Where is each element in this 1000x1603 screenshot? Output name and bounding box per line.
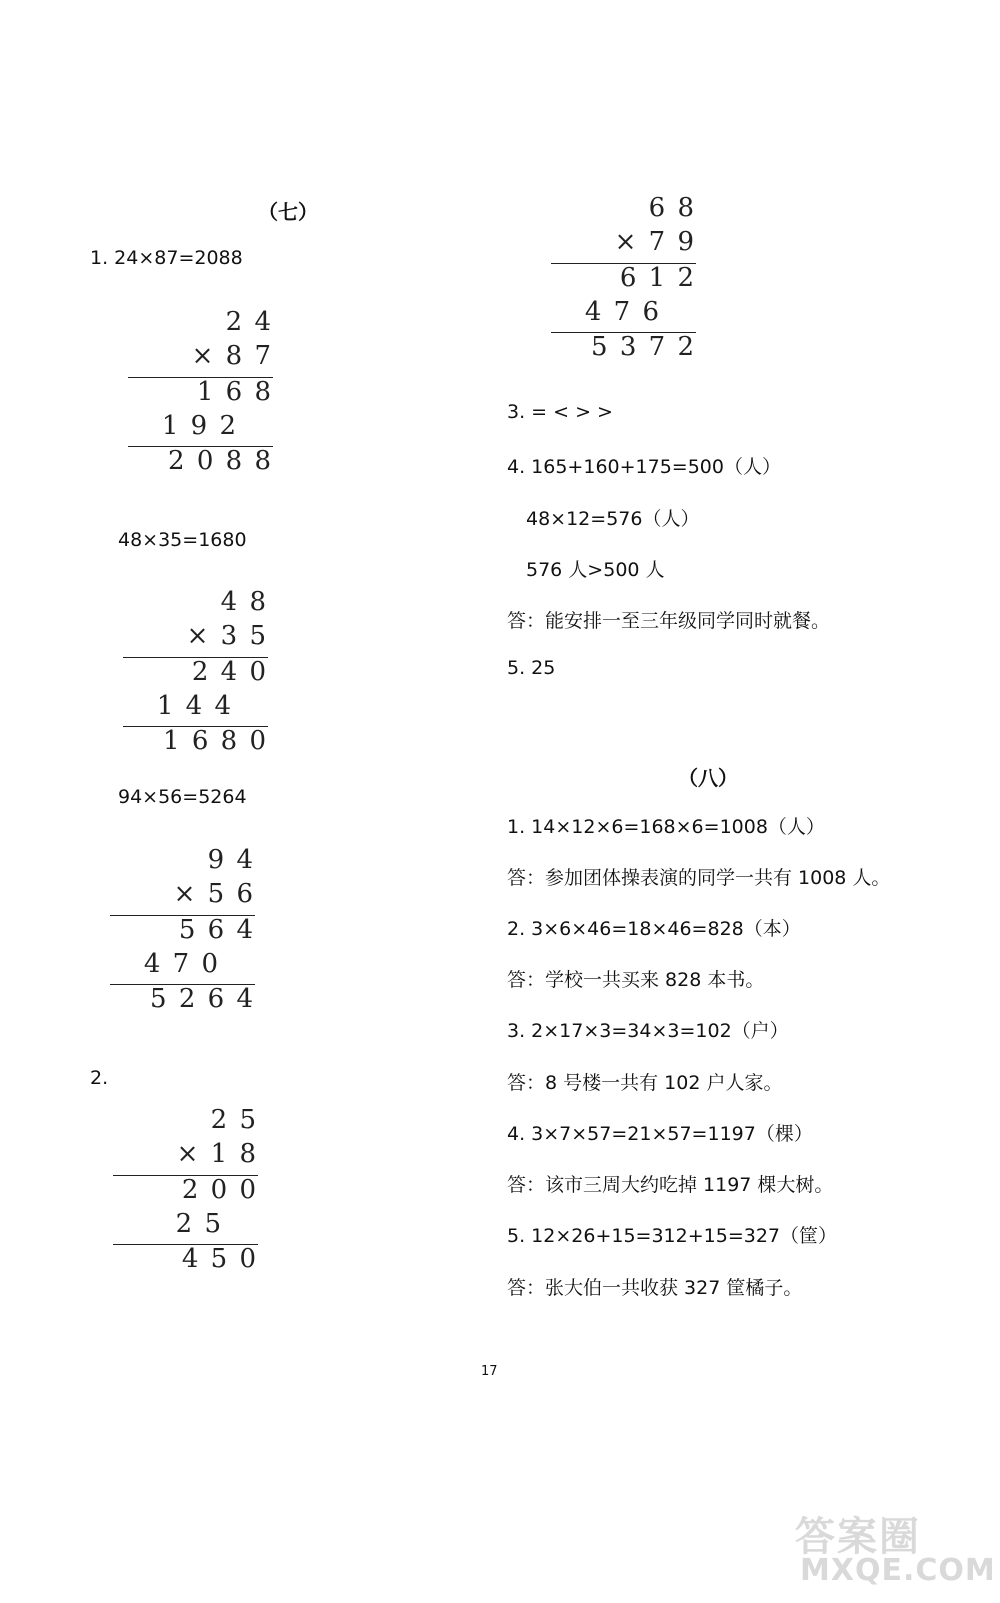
vertical-multiplication-94x56	[110, 843, 255, 1023]
eight-q1-answer: 答：参加团体操表演的同学一共有 1008 人。	[507, 867, 891, 889]
product: 4 5 0	[181, 1244, 258, 1274]
multiplier: × 1 8	[176, 1139, 258, 1169]
question-4-line-3: 576 人>500 人	[526, 559, 665, 581]
section-heading-seven: （七）	[258, 200, 318, 224]
multiplier: × 3 5	[186, 621, 268, 651]
eight-q5-line: 5. 12×26+15=312+15=327（筐）	[507, 1225, 838, 1247]
product: 5 3 7 2	[591, 332, 696, 362]
partial-product-1: 5 6 4	[178, 915, 255, 945]
eight-q4-answer: 答：该市三周大约吃掉 1197 棵大树。	[507, 1174, 834, 1196]
vertical-multiplication-24x87	[128, 305, 273, 485]
multiplicand: 6 8	[648, 193, 696, 223]
partial-product-1: 2 0 0	[181, 1175, 258, 1205]
question-4-line-2: 48×12=576（人）	[526, 508, 700, 530]
question-3-answer: 3. = < > >	[507, 401, 613, 423]
watermark-logo-text: 答案圈	[795, 1514, 921, 1560]
page-number: 17	[481, 1364, 498, 1379]
product: 1 6 8 0	[163, 726, 268, 756]
vertical-multiplication-25x18	[113, 1103, 258, 1283]
question-4-answer: 答：能安排一至三年级同学同时就餐。	[507, 610, 831, 632]
question-2-label: 2.	[90, 1067, 109, 1089]
eight-q2-line: 2. 3×6×46=18×46=828（本）	[507, 918, 801, 940]
question-5-answer: 5. 25	[507, 657, 556, 679]
multiplicand: 9 4	[207, 845, 255, 875]
multiplier: × 7 9	[614, 227, 696, 257]
eight-q1-line: 1. 14×12×6=168×6=1008（人）	[507, 816, 825, 838]
partial-product-2: 1 9 2	[161, 411, 238, 441]
question-1b-label: 48×35=1680	[118, 529, 247, 551]
watermark-url: MXQE.COM	[800, 1553, 996, 1588]
eight-q3-answer: 答：8 号楼一共有 102 户人家。	[507, 1072, 783, 1094]
question-1c-label: 94×56=5264	[118, 786, 247, 808]
eight-q4-line: 4. 3×7×57=21×57=1197（棵）	[507, 1123, 813, 1145]
partial-product-2: 4 7 0	[143, 949, 220, 979]
partial-product-1: 2 4 0	[191, 657, 268, 687]
eight-q5-answer: 答：张大伯一共收获 327 筐橘子。	[507, 1277, 803, 1299]
multiplier: × 8 7	[191, 341, 273, 371]
multiplicand: 2 5	[210, 1105, 258, 1135]
section-heading-eight: （八）	[678, 766, 738, 790]
multiplier: × 5 6	[173, 879, 255, 909]
partial-product-2: 2 5	[175, 1209, 223, 1239]
product: 2 0 8 8	[168, 446, 273, 476]
partial-product-2: 1 4 4	[156, 691, 233, 721]
partial-product-1: 1 6 8	[196, 377, 273, 407]
partial-product-1: 6 1 2	[619, 263, 696, 293]
eight-q3-line: 3. 2×17×3=34×3=102（户）	[507, 1020, 789, 1042]
partial-product-2: 4 7 6	[584, 297, 661, 327]
question-4-line-1: 4. 165+160+175=500（人）	[507, 456, 781, 478]
vertical-multiplication-48x35	[123, 585, 268, 765]
eight-q2-answer: 答：学校一共买来 828 本书。	[507, 969, 765, 991]
product: 5 2 6 4	[150, 984, 255, 1014]
multiplicand: 4 8	[220, 587, 268, 617]
question-1-label: 1. 24×87=2088	[90, 247, 243, 269]
multiplicand: 2 4	[225, 307, 273, 337]
vertical-multiplication-68x79	[551, 191, 696, 371]
